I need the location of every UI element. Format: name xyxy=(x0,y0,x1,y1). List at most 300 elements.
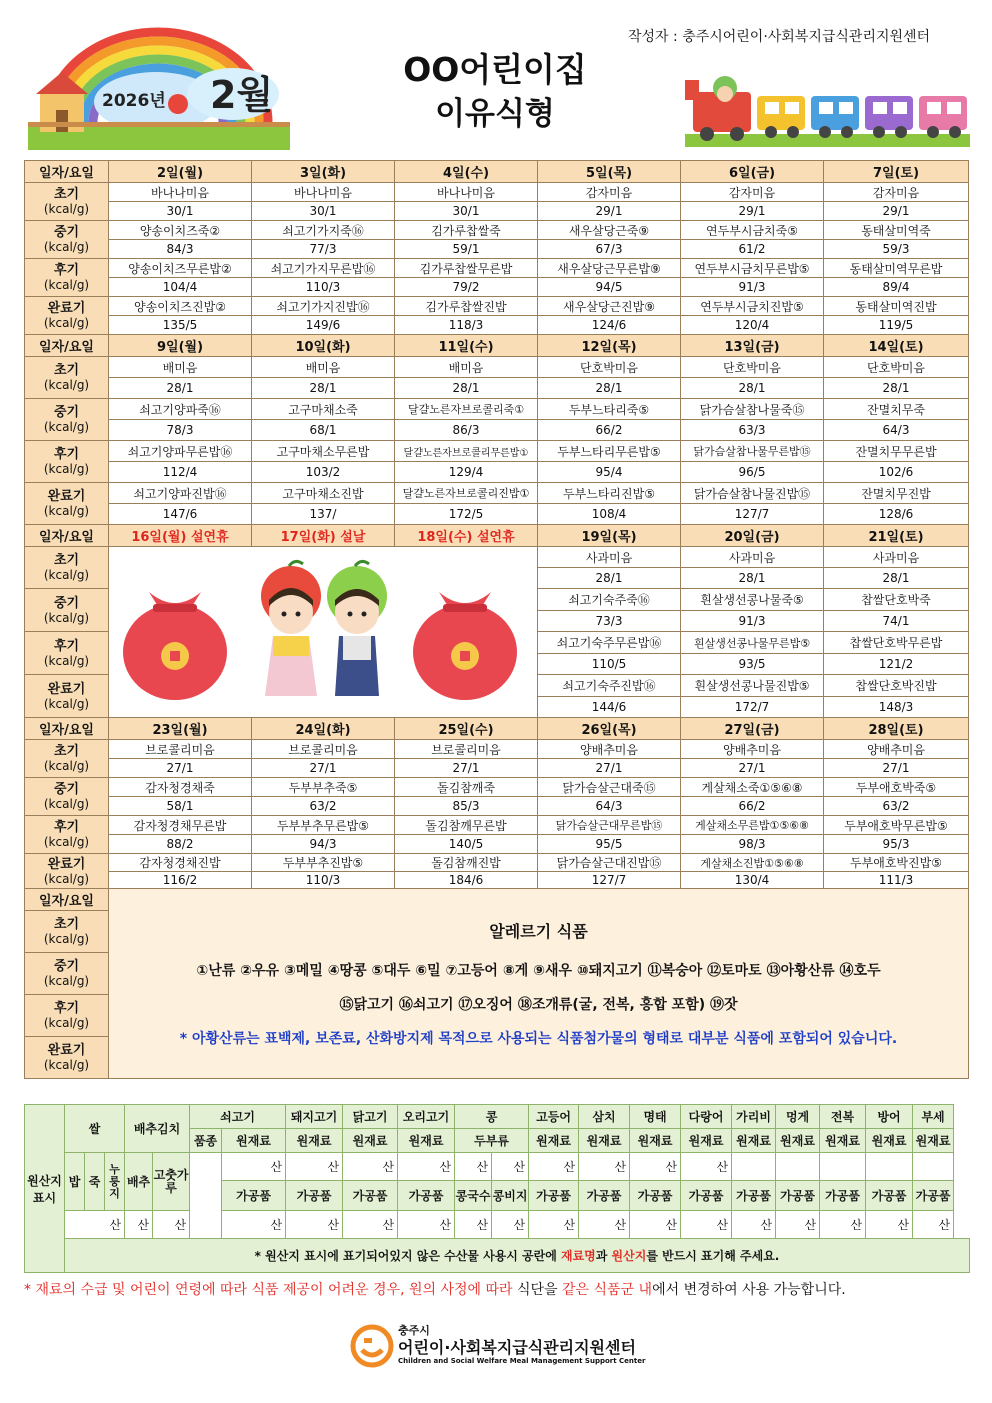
page-title: OO어린이집 xyxy=(403,50,587,89)
nutrition-value: 110/5 xyxy=(538,654,681,675)
holiday-date: 18일(수) 설연휴 xyxy=(395,525,538,547)
nutrition-value: 85/3 xyxy=(395,797,538,816)
menu-item: 바나나미음 xyxy=(109,183,252,202)
pork-header: 돼지고기 xyxy=(286,1105,343,1129)
mackerel-processed-origin[interactable]: 산 xyxy=(529,1211,579,1239)
tuna-header: 다랑어 xyxy=(681,1105,732,1129)
week4-date-row xyxy=(25,718,969,740)
rice-header: 쌀 xyxy=(65,1105,125,1153)
footer-note: * 재료의 수급 및 어린이 연령에 따라 식품 제공이 어려운 경우, 원의 사정에 따라 식단을 같은 식품군 내에서 변경하여 사용 가능합니다. xyxy=(24,1282,846,1298)
allergy-list-2: ⑮닭고기 ⑯쇠고기 ⑰오징어 ⑱조개류(굴, 전복, 홍합 포함) ⑲잣 xyxy=(339,997,738,1013)
nutrition-value: 30/1 xyxy=(109,202,252,221)
nutrition-value: 27/1 xyxy=(681,759,824,778)
menu-item: 두부애호박무른밥⑤ xyxy=(824,816,969,835)
menu-item: 쇠고기숙주죽⑯ xyxy=(538,589,681,611)
nutrition-value: 94/3 xyxy=(252,835,395,854)
junggi-label: 중기 (kcal/g) xyxy=(25,953,109,995)
nutrition-value: 172/7 xyxy=(681,697,824,718)
nutrition-value: 95/4 xyxy=(538,462,681,483)
day-date: 4일(수) xyxy=(395,161,538,183)
menu-item: 연두부시금치죽⑤ xyxy=(681,221,824,240)
day-date: 21일(토) xyxy=(824,525,969,547)
menu-item: 고구마채소죽 xyxy=(252,399,395,420)
raw-header: 원재료 xyxy=(286,1129,343,1153)
nutrition-value: 140/5 xyxy=(395,835,538,854)
yellowtail-header: 방어 xyxy=(866,1105,913,1129)
soy-pulp-origin[interactable]: 산 xyxy=(492,1211,529,1239)
menu-item: 배미음 xyxy=(395,357,538,378)
day-date: 27일(금) xyxy=(681,718,824,740)
menu-item: 두부부추무른밥⑤ xyxy=(252,816,395,835)
processed-header: 가공품 xyxy=(343,1181,398,1211)
bean-header: 콩 xyxy=(455,1105,529,1129)
center-logo xyxy=(350,1322,670,1372)
raw-header: 원재료 xyxy=(398,1129,455,1153)
raw-header: 원재료 xyxy=(630,1129,681,1153)
menu-item: 쇠고기숙주진밥⑯ xyxy=(538,675,681,697)
tofu-header: 두부류 xyxy=(455,1129,529,1153)
menu-item: 양송이치즈죽② xyxy=(109,221,252,240)
menu-item: 새우살당근진밥⑨ xyxy=(538,297,681,316)
nutrition-value: 130/4 xyxy=(681,872,824,889)
saury-raw-origin[interactable]: 산 xyxy=(579,1153,630,1181)
beef-processed-origin[interactable]: 산 xyxy=(222,1211,286,1239)
menu-item: 양배추미음 xyxy=(824,740,969,759)
nutrition-value: 29/1 xyxy=(824,202,969,221)
duck-processed-origin[interactable]: 산 xyxy=(398,1211,455,1239)
menu-item: 양배추미음 xyxy=(681,740,824,759)
wanryogi-label: 완료기 (kcal/g) xyxy=(25,297,109,335)
origin-table xyxy=(24,1104,970,1273)
processed-header: 가공품 xyxy=(398,1181,455,1211)
menu-item: 동태살미역무른밥 xyxy=(824,259,969,278)
week5-date-row xyxy=(25,889,969,911)
day-date: 11일(수) xyxy=(395,335,538,357)
menu-item: 단호박미음 xyxy=(538,357,681,378)
nutrition-value: 27/1 xyxy=(109,759,252,778)
day-date: 9일(월) xyxy=(109,335,252,357)
processed-header: 가공품 xyxy=(866,1181,913,1211)
menu-item: 사과미음 xyxy=(824,547,969,568)
pollock-processed-origin[interactable]: 산 xyxy=(630,1211,681,1239)
menu-item: 흰살생선콩나물진밥⑤ xyxy=(681,675,824,697)
chicken-header: 닭고기 xyxy=(343,1105,398,1129)
rice-bap-header: 밥 xyxy=(65,1153,85,1211)
day-date: 2일(월) xyxy=(109,161,252,183)
chili-origin[interactable]: 산 xyxy=(153,1211,190,1239)
junggi-label: 중기 (kcal/g) xyxy=(25,589,109,632)
chogi-label: 초기 (kcal/g) xyxy=(25,911,109,953)
hugi-label: 후기 (kcal/g) xyxy=(25,816,109,854)
rice-nurungji-header: 누룽지 xyxy=(105,1153,125,1211)
menu-item: 닭가슴살근대죽⑮ xyxy=(538,778,681,797)
duck-header: 오리고기 xyxy=(398,1105,455,1129)
menu-item: 브로콜리미음 xyxy=(109,740,252,759)
menu-item: 돌김참깨무른밥 xyxy=(395,816,538,835)
chicken-raw-origin[interactable]: 산 xyxy=(343,1153,398,1181)
nutrition-value: 64/3 xyxy=(824,420,969,441)
holiday-illustration-cell xyxy=(109,547,538,718)
nutrition-value: 118/3 xyxy=(395,316,538,335)
wanryogi-label: 완료기 (kcal/g) xyxy=(25,854,109,889)
nutrition-value: 148/3 xyxy=(824,697,969,718)
date-day-label: 일자/요일 xyxy=(25,718,109,740)
day-date: 5일(목) xyxy=(538,161,681,183)
nutrition-value: 127/7 xyxy=(681,504,824,525)
menu-item: 두부부추진밥⑤ xyxy=(252,854,395,872)
day-date: 24일(화) xyxy=(252,718,395,740)
menu-item: 두부느타리무른밥⑤ xyxy=(538,441,681,462)
nutrition-value: 88/2 xyxy=(109,835,252,854)
soy-pulp-header: 콩비지 xyxy=(492,1181,529,1211)
processed-header: 가공품 xyxy=(732,1181,776,1211)
menu-item: 배미음 xyxy=(109,357,252,378)
menu-item: 감자청경채진밥 xyxy=(109,854,252,872)
menu-item: 배미음 xyxy=(252,357,395,378)
nutrition-value: 93/5 xyxy=(681,654,824,675)
week2-date-row xyxy=(25,335,969,357)
tofu-origin[interactable]: 산 xyxy=(492,1153,529,1181)
nutrition-value: 95/3 xyxy=(824,835,969,854)
raw-header: 원재료 xyxy=(529,1129,579,1153)
day-date: 3일(화) xyxy=(252,161,395,183)
day-date: 7일(토) xyxy=(824,161,969,183)
menu-item: 김가루찹쌀죽 xyxy=(395,221,538,240)
lucky-bag-children-illustration xyxy=(113,556,533,706)
processed-header: 가공품 xyxy=(579,1181,630,1211)
beef-raw-origin[interactable]: 산 xyxy=(222,1153,286,1181)
nutrition-value: 95/5 xyxy=(538,835,681,854)
day-date: 13일(금) xyxy=(681,335,824,357)
nutrition-value: 149/6 xyxy=(252,316,395,335)
menu-item: 고구마채소진밥 xyxy=(252,483,395,504)
menu-item: 두부애호박죽⑤ xyxy=(824,778,969,797)
nutrition-value: 64/3 xyxy=(538,797,681,816)
kimchi-header: 배추김치 xyxy=(125,1105,190,1153)
menu-item: 흰살생선콩나물죽⑤ xyxy=(681,589,824,611)
page-subtitle: 이유식형 xyxy=(435,96,555,132)
processed-header: 가공품 xyxy=(286,1181,343,1211)
croaker-raw-origin[interactable] xyxy=(913,1153,954,1181)
nutrition-value: 30/1 xyxy=(252,202,395,221)
scallop-raw-origin[interactable] xyxy=(732,1153,776,1181)
processed-header: 가공품 xyxy=(222,1181,286,1211)
nutrition-value: 91/3 xyxy=(681,278,824,297)
nutrition-value: 28/1 xyxy=(538,378,681,399)
wanryogi-label: 완료기 (kcal/g) xyxy=(25,675,109,718)
processed-header: 가공품 xyxy=(820,1181,866,1211)
date-day-label: 일자/요일 xyxy=(25,161,109,183)
menu-item: 두부부추죽⑤ xyxy=(252,778,395,797)
author-label: 작성자 : 충주시어린이·사회복지급식관리지원센터 xyxy=(628,29,931,45)
raw-header: 원재료 xyxy=(343,1129,398,1153)
menu-item: 사과미음 xyxy=(538,547,681,568)
nutrition-value: 108/4 xyxy=(538,504,681,525)
nutrition-value: 68/1 xyxy=(252,420,395,441)
duck-raw-origin[interactable]: 산 xyxy=(398,1153,455,1181)
menu-item: 게살채소무른밥①⑤⑥⑧ xyxy=(681,816,824,835)
nutrition-value: 184/6 xyxy=(395,872,538,889)
yellowtail-processed-origin[interactable]: 산 xyxy=(866,1211,913,1239)
day-date: 12일(목) xyxy=(538,335,681,357)
nutrition-value: 61/2 xyxy=(681,240,824,259)
soy-noodle-header: 콩국수 xyxy=(455,1181,492,1211)
menu-item: 동태살미역죽 xyxy=(824,221,969,240)
mackerel-header: 고등어 xyxy=(529,1105,579,1129)
raw-header: 원재료 xyxy=(732,1129,776,1153)
menu-item: 달걀노른자브로콜리죽① xyxy=(395,399,538,420)
menu-item: 쇠고기숙주무른밥⑯ xyxy=(538,632,681,654)
nutrition-value: 28/1 xyxy=(824,378,969,399)
nutrition-value: 127/7 xyxy=(538,872,681,889)
menu-item: 동태살미역진밥 xyxy=(824,297,969,316)
nutrition-value: 59/1 xyxy=(395,240,538,259)
train-illustration xyxy=(685,72,970,147)
menu-item: 감자청경채죽 xyxy=(109,778,252,797)
menu-item: 닭가슴살참나물진밥⑮ xyxy=(681,483,824,504)
raw-header: 원재료 xyxy=(776,1129,820,1153)
day-date: 25일(수) xyxy=(395,718,538,740)
pork-raw-origin[interactable]: 산 xyxy=(286,1153,343,1181)
date-day-label: 일자/요일 xyxy=(25,525,109,547)
nutrition-value: 28/1 xyxy=(824,568,969,589)
menu-item: 돌김참깨죽 xyxy=(395,778,538,797)
abalone-processed-origin[interactable]: 산 xyxy=(820,1211,866,1239)
wanryogi-label: 완료기 (kcal/g) xyxy=(25,483,109,525)
nutrition-value: 74/1 xyxy=(824,611,969,632)
sea-squirt-header: 멍게 xyxy=(776,1105,820,1129)
day-date: 14일(토) xyxy=(824,335,969,357)
menu-item: 잔멸치무죽 xyxy=(824,399,969,420)
nutrition-value: 77/3 xyxy=(252,240,395,259)
beef-header: 쇠고기 xyxy=(190,1105,286,1129)
nutrition-value: 104/4 xyxy=(109,278,252,297)
scallop-processed-origin[interactable]: 산 xyxy=(732,1211,776,1239)
nutrition-value: 63/3 xyxy=(681,420,824,441)
nutrition-value: 120/4 xyxy=(681,316,824,335)
lucky-bag-icon xyxy=(413,592,517,700)
nutrition-value: 103/2 xyxy=(252,462,395,483)
nutrition-value: 59/3 xyxy=(824,240,969,259)
nutrition-value: 86/3 xyxy=(395,420,538,441)
menu-item: 감자미음 xyxy=(824,183,969,202)
holiday-date: 17일(화) 설날 xyxy=(252,525,395,547)
chili-powder-header: 고춧가루 xyxy=(153,1153,190,1211)
menu-item: 쇠고기가지무른밥⑯ xyxy=(252,259,395,278)
nutrition-value: 63/2 xyxy=(824,797,969,816)
abalone-header: 전복 xyxy=(820,1105,866,1129)
menu-item: 찹쌀단호박진밥 xyxy=(824,675,969,697)
allergy-info-panel xyxy=(109,889,969,1079)
lucky-bag-icon xyxy=(123,592,227,700)
nutrition-value: 144/6 xyxy=(538,697,681,718)
menu-item: 감자미음 xyxy=(538,183,681,202)
sea-squirt-raw-origin[interactable] xyxy=(776,1153,820,1181)
nutrition-value: 111/3 xyxy=(824,872,969,889)
nutrition-value: 135/5 xyxy=(109,316,252,335)
nutrition-value: 89/4 xyxy=(824,278,969,297)
origin-note: * 원산지 표시에 표기되어있지 않은 수산물 사용시 공란에 재료명과 원산지를 반드시 표기해 주세요. xyxy=(65,1239,970,1273)
menu-item: 바나나미음 xyxy=(395,183,538,202)
menu-table xyxy=(24,160,969,1079)
processed-header: 가공품 xyxy=(776,1181,820,1211)
nutrition-value: 128/6 xyxy=(824,504,969,525)
croaker-processed-origin[interactable]: 산 xyxy=(913,1211,954,1239)
menu-item: 바나나미음 xyxy=(252,183,395,202)
day-date: 6일(금) xyxy=(681,161,824,183)
pollock-header: 명태 xyxy=(630,1105,681,1129)
day-date: 26일(목) xyxy=(538,718,681,740)
menu-item: 두부애호박진밥⑤ xyxy=(824,854,969,872)
menu-item: 쇠고기양파죽⑯ xyxy=(109,399,252,420)
nutrition-value: 119/5 xyxy=(824,316,969,335)
nutrition-value: 63/2 xyxy=(252,797,395,816)
nutrition-value: 28/1 xyxy=(681,568,824,589)
tuna-raw-origin[interactable]: 산 xyxy=(681,1153,732,1181)
nutrition-value: 27/1 xyxy=(824,759,969,778)
nutrition-value: 129/4 xyxy=(395,462,538,483)
menu-item: 잔멸치무무른밥 xyxy=(824,441,969,462)
logo-city: 충주시 xyxy=(398,1324,430,1337)
junggi-label: 중기 (kcal/g) xyxy=(25,778,109,816)
logo-title: 어린이·사회복지급식관리지원센터 xyxy=(398,1338,636,1357)
chicken-processed-origin[interactable]: 산 xyxy=(343,1211,398,1239)
menu-item: 두부느타리죽⑤ xyxy=(538,399,681,420)
soy-noodle-origin[interactable]: 산 xyxy=(455,1211,492,1239)
nutrition-value: 112/4 xyxy=(109,462,252,483)
menu-item: 새우살당근죽⑨ xyxy=(538,221,681,240)
nutrition-value: 66/2 xyxy=(681,797,824,816)
menu-item: 연두부시금치무른밥⑤ xyxy=(681,259,824,278)
menu-item: 쇠고기가지죽⑯ xyxy=(252,221,395,240)
menu-item: 단호박미음 xyxy=(681,357,824,378)
allergy-title: 알레르기 식품 xyxy=(489,922,588,941)
nutrition-value: 28/1 xyxy=(395,378,538,399)
nutrition-value: 102/6 xyxy=(824,462,969,483)
hugi-label: 후기 (kcal/g) xyxy=(25,441,109,483)
mackerel-raw-origin[interactable]: 산 xyxy=(529,1153,579,1181)
saury-processed-origin[interactable]: 산 xyxy=(579,1211,630,1239)
scallop-header: 가리비 xyxy=(732,1105,776,1129)
junggi-label: 중기 (kcal/g) xyxy=(25,221,109,259)
cabbage-header: 배추 xyxy=(125,1153,153,1211)
menu-item: 게살채소죽①⑤⑥⑧ xyxy=(681,778,824,797)
day-date: 10일(화) xyxy=(252,335,395,357)
rice-origin[interactable]: 산 xyxy=(65,1211,125,1239)
nutrition-value: 29/1 xyxy=(538,202,681,221)
nutrition-value: 27/1 xyxy=(538,759,681,778)
raw-header: 원재료 xyxy=(820,1129,866,1153)
menu-item: 쇠고기양파무른밥⑯ xyxy=(109,441,252,462)
nutrition-value: 28/1 xyxy=(538,568,681,589)
week3-date-row xyxy=(25,525,969,547)
nutrition-value: 98/3 xyxy=(681,835,824,854)
menu-item: 브로콜리미음 xyxy=(252,740,395,759)
menu-item: 찹쌀단호박무른밥 xyxy=(824,632,969,654)
hugi-label: 후기 (kcal/g) xyxy=(25,259,109,297)
holiday-date: 16일(월) 설연휴 xyxy=(109,525,252,547)
menu-item: 닭가슴살근대진밥⑮ xyxy=(538,854,681,872)
grade-value xyxy=(190,1153,222,1239)
year-label: 2026년 xyxy=(102,91,166,111)
menu-item: 잔멸치무진밥 xyxy=(824,483,969,504)
hugi-label: 후기 (kcal/g) xyxy=(25,995,109,1037)
menu-item: 돌김참깨진밥 xyxy=(395,854,538,872)
day-date: 20일(금) xyxy=(681,525,824,547)
logo-english: Children and Social Welfare Meal Management Support Center xyxy=(398,1357,646,1365)
menu-item: 고구마채소무른밥 xyxy=(252,441,395,462)
menu-item: 흰살생선콩나물무른밥⑤ xyxy=(681,632,824,654)
menu-item: 양송이치즈무른밥② xyxy=(109,259,252,278)
croaker-header: 부세 xyxy=(913,1105,954,1129)
menu-item: 찹쌀단호박죽 xyxy=(824,589,969,611)
nutrition-value: 121/2 xyxy=(824,654,969,675)
day-date: 19일(목) xyxy=(538,525,681,547)
menu-item: 단호박미음 xyxy=(824,357,969,378)
tuna-processed-origin[interactable]: 산 xyxy=(681,1211,732,1239)
menu-item: 김가루찹쌀무른밥 xyxy=(395,259,538,278)
menu-item: 닭가슴살근대무른밥⑮ xyxy=(538,816,681,835)
nutrition-value: 67/3 xyxy=(538,240,681,259)
nutrition-value: 147/6 xyxy=(109,504,252,525)
menu-item: 닭가슴살참나물죽⑮ xyxy=(681,399,824,420)
cabbage-origin[interactable]: 산 xyxy=(125,1211,153,1239)
hugi-label: 후기 (kcal/g) xyxy=(25,632,109,675)
day-date: 28일(토) xyxy=(824,718,969,740)
note-highlight: 원산지 xyxy=(611,1249,647,1263)
chogi-label: 초기 (kcal/g) xyxy=(25,357,109,399)
pork-processed-origin[interactable]: 산 xyxy=(286,1211,343,1239)
nutrition-value: 28/1 xyxy=(681,378,824,399)
nutrition-value: 28/1 xyxy=(252,378,395,399)
smile-logo-icon xyxy=(350,1324,394,1368)
nutrition-value: 84/3 xyxy=(109,240,252,259)
raw-header: 원재료 xyxy=(681,1129,732,1153)
tofu-origin[interactable]: 산 xyxy=(455,1153,492,1181)
chogi-label: 초기 (kcal/g) xyxy=(25,547,109,589)
menu-item: 양송이치즈진밥② xyxy=(109,297,252,316)
abalone-raw-origin[interactable] xyxy=(820,1153,866,1181)
yellowtail-raw-origin[interactable] xyxy=(866,1153,913,1181)
raw-header: 원재료 xyxy=(866,1129,913,1153)
nutrition-value: 73/3 xyxy=(538,611,681,632)
nutrition-value: 96/5 xyxy=(681,462,824,483)
processed-header: 가공품 xyxy=(630,1181,681,1211)
grade-header: 품종 xyxy=(190,1129,222,1153)
nutrition-value: 116/2 xyxy=(109,872,252,889)
nutrition-value: 29/1 xyxy=(681,202,824,221)
menu-item: 달걀노른자브로콜리무른밥① xyxy=(395,441,538,462)
processed-header: 가공품 xyxy=(681,1181,732,1211)
menu-item: 감자청경채무른밥 xyxy=(109,816,252,835)
chogi-label: 초기 (kcal/g) xyxy=(25,183,109,221)
pollock-raw-origin[interactable]: 산 xyxy=(630,1153,681,1181)
nutrition-value: 28/1 xyxy=(109,378,252,399)
sea-squirt-processed-origin[interactable]: 산 xyxy=(776,1211,820,1239)
menu-item: 두부느타리진밥⑤ xyxy=(538,483,681,504)
menu-item: 양배추미음 xyxy=(538,740,681,759)
nutrition-value: 124/6 xyxy=(538,316,681,335)
child-girl-icon xyxy=(261,561,321,696)
menu-item: 새우살당근무른밥⑨ xyxy=(538,259,681,278)
nutrition-value: 27/1 xyxy=(252,759,395,778)
chogi-label: 초기 (kcal/g) xyxy=(25,740,109,778)
saury-header: 삼치 xyxy=(579,1105,630,1129)
month-label: 2월 xyxy=(210,73,274,117)
processed-header: 가공품 xyxy=(529,1181,579,1211)
menu-item: 감자미음 xyxy=(681,183,824,202)
raw-header: 원재료 xyxy=(913,1129,954,1153)
